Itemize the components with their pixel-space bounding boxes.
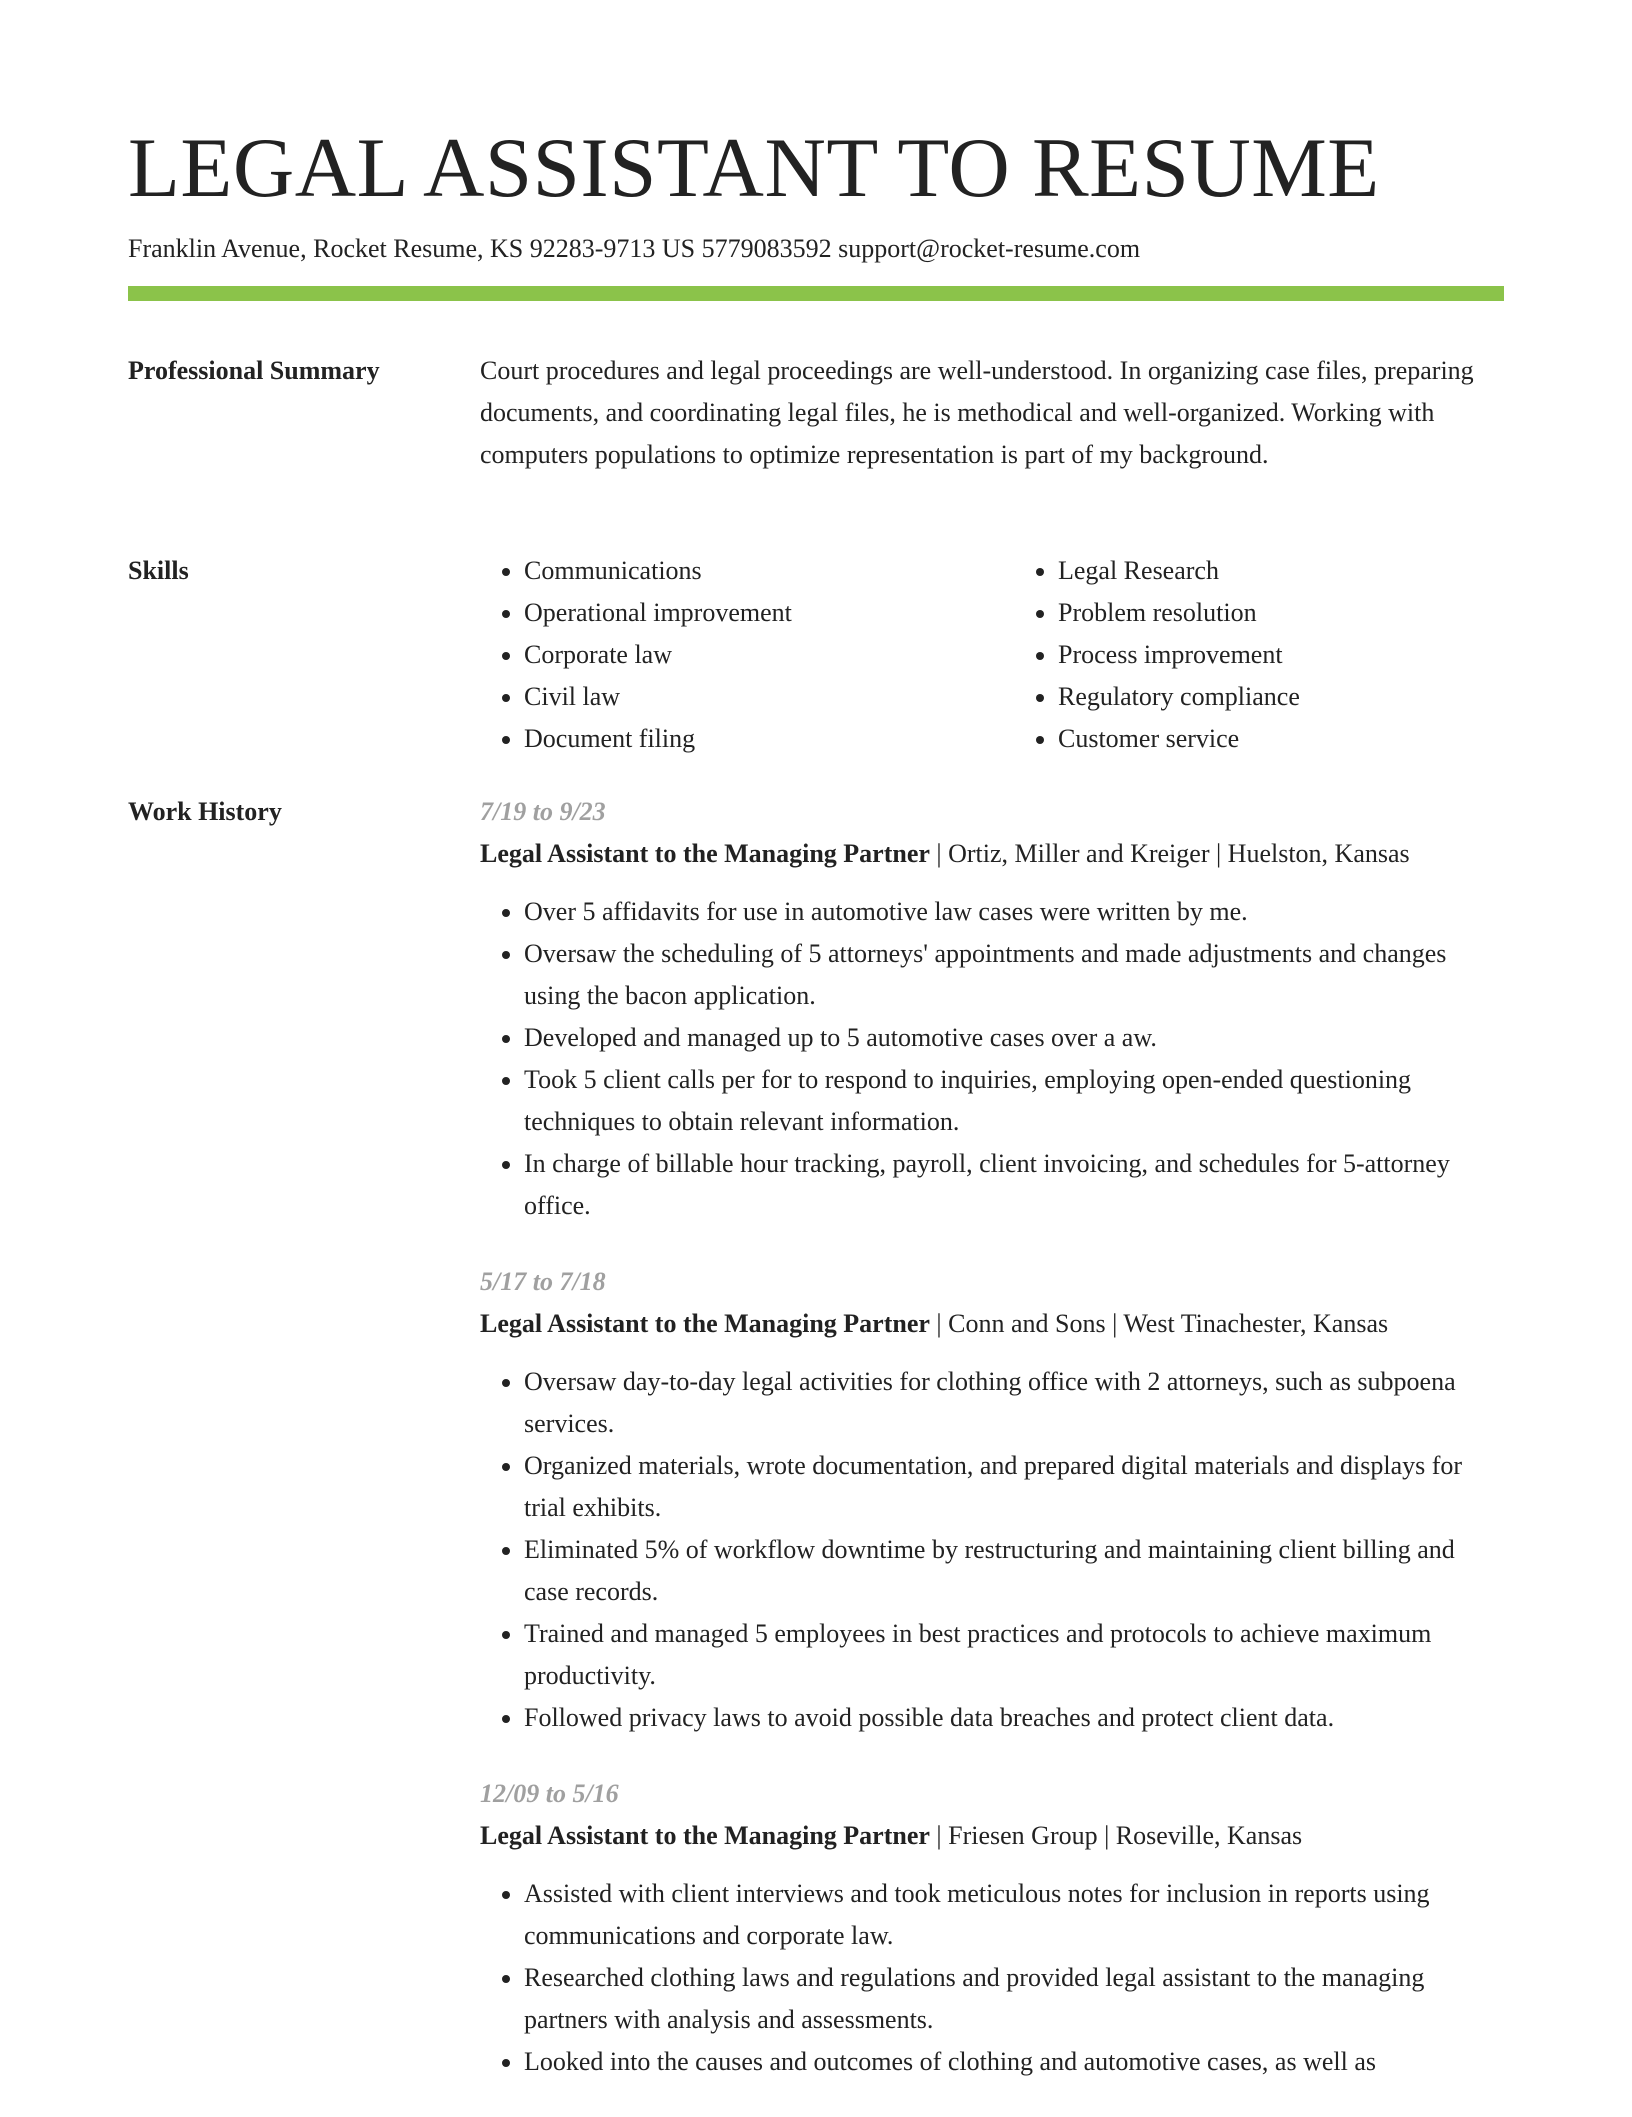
job-bullet: • Organized materials, wrote documentation, and prepared digital materials and displays for trial exhibits. [524,1445,1504,1529]
job-bullet: • Trained and managed 5 employees in best practices and protocols to achieve maximum productivity. [524,1613,1504,1697]
skill-item: • Corporate law [524,634,970,676]
skill-item: • Legal Research [1058,550,1504,592]
job-bullets [480,891,1504,1227]
job-bullet: • Developed and managed up to 5 automotive cases over a aw. [524,1017,1504,1059]
summary-section [480,350,1504,476]
skills-label: Skills [128,556,189,585]
job-heading [480,1303,1504,1345]
job-entry [480,1773,1504,2083]
skill-item: • Problem resolution [1058,592,1504,634]
job-bullet: • Researched clothing laws and regulations and provided legal assistant to the managing partners with analysis and assessments. [524,1957,1504,2041]
work-history-section [480,791,1504,2117]
skill-item: • Communications [524,550,970,592]
work-history-label: Work History [128,797,282,826]
job-company-location: | Conn and Sons | West Tinachester, Kansas [929,1309,1389,1338]
job-bullet: • Over 5 affidavits for use in automotive law cases were written by me. [524,891,1504,933]
skill-item: • Process improvement [1058,634,1504,676]
job-dates: 7/19 to 9/23 [480,797,606,826]
job-heading [480,1815,1504,1857]
job-bullet: • Looked into the causes and outcomes of clothing and automotive cases, as well as [524,2041,1504,2083]
job-title: Legal Assistant to the Managing Partner [480,839,930,868]
skills-list-left [480,550,970,760]
skills-grid [480,550,1504,760]
job-bullet: • Took 5 client calls per for to respond to inquiries, employing open-ended questioning techniques to obtain relevant information. [524,1059,1504,1143]
job-title: Legal Assistant to the Managing Partner [480,1821,930,1850]
job-bullet: • Followed privacy laws to avoid possible data breaches and protect client data. [524,1697,1504,1739]
skill-item: • Document filing [524,718,970,760]
job-dates: 5/17 to 7/18 [480,1267,606,1296]
accent-divider [128,286,1504,301]
job-bullets [480,1873,1504,2083]
resume-name-heading: LEGAL ASSISTANT TO RESUME [128,121,1380,215]
summary-text: Court procedures and legal proceedings are well-understood. In organizing case files, preparing documents, and coordinating legal files, he is methodical and well-organized. Working with computers populations to optimize representation is part of my background. [480,356,1474,469]
job-entry [480,791,1504,1227]
job-bullet: • Assisted with client interviews and took meticulous notes for inclusion in reports using communications and corporate law. [524,1873,1504,1957]
job-title: Legal Assistant to the Managing Partner [480,1309,930,1338]
skill-item: • Civil law [524,676,970,718]
job-bullet: • In charge of billable hour tracking, payroll, client invoicing, and schedules for 5-attorney office. [524,1143,1504,1227]
job-bullets [480,1361,1504,1739]
job-company-location: | Friesen Group | Roseville, Kansas [929,1821,1303,1850]
job-bullet: • Eliminated 5% of workflow downtime by restructuring and maintaining client billing and case records. [524,1529,1504,1613]
job-company-location: | Ortiz, Miller and Kreiger | Huelston, Kansas [929,839,1410,868]
job-entry [480,1261,1504,1739]
summary-label: Professional Summary [128,356,380,385]
skills-list-right [1014,550,1504,760]
skill-item: • Regulatory compliance [1058,676,1504,718]
job-bullet: • Oversaw the scheduling of 5 attorneys' appointments and made adjustments and changes using the bacon application. [524,933,1504,1017]
skill-item: • Customer service [1058,718,1504,760]
contact-line: Franklin Avenue, Rocket Resume, KS 92283-9713 US 5779083592 support@rocket-resume.com [128,234,1141,263]
job-bullet: • Oversaw day-to-day legal activities for clothing office with 2 attorneys, such as subpoena services. [524,1361,1504,1445]
job-heading [480,833,1504,875]
skills-section [480,550,1504,760]
skill-item: • Operational improvement [524,592,970,634]
job-dates: 12/09 to 5/16 [480,1779,619,1808]
